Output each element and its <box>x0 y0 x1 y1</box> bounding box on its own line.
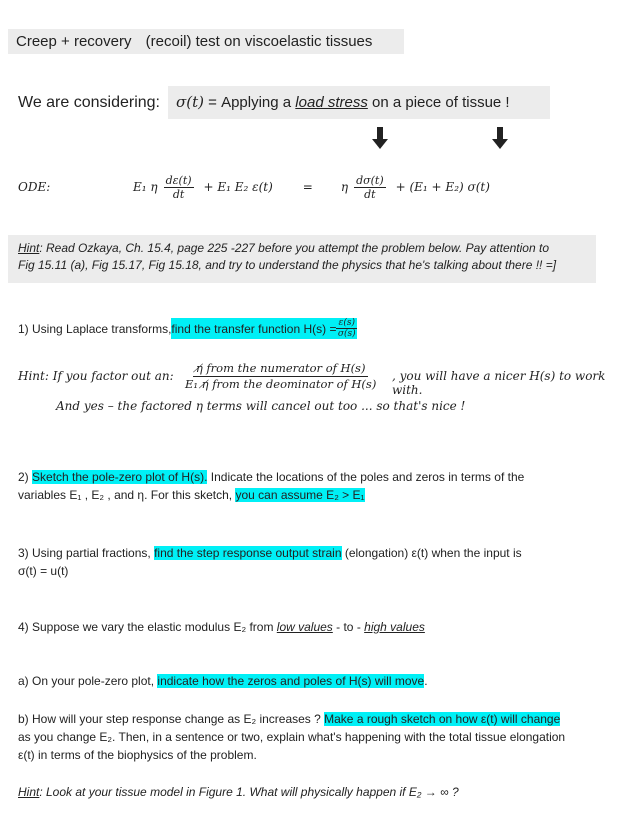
ode-rhs-coef: η <box>340 180 349 194</box>
ode-lhs-den: dt <box>172 187 185 201</box>
qb-pre: b) How will your step response change as E₂ increases ? <box>18 712 325 726</box>
q1-fraction <box>336 318 356 339</box>
q3-post: (elongation) ε(t) when the input is <box>341 546 522 560</box>
qb-highlight: Make a rough sketch on how ε(t) will change <box>324 712 561 726</box>
hint2-tail: , you will have a nicer H(s) to work with. <box>392 369 606 397</box>
hint-line2: Fig 15.11 (a), Fig 15.17, Fig 15.18, and try to understand the physics that he's talking about there !! =] <box>18 258 557 272</box>
sigma-symbol: σ(t) <box>176 93 204 111</box>
ode-label: ODE: <box>18 180 51 194</box>
considering-rest: on a piece of tissue ! <box>367 94 510 111</box>
ode-rhs-frac <box>354 174 386 201</box>
hint3 <box>18 785 459 799</box>
hint-line1: : Read Ozkaya, Ch. 15.4, page 225 -227 before you attempt the problem below. Pay attention to <box>39 241 549 255</box>
considering-box <box>168 86 550 119</box>
title-part2: (recoil) test on viscoelastic tissues <box>145 33 373 50</box>
q4-pre: 4) Suppose we vary the elastic modulus E₂ from <box>18 620 277 634</box>
considering-label: We are considering: <box>18 94 160 111</box>
q4-to: - to - <box>332 620 365 634</box>
ode-lhs-coef: E₁ η <box>133 180 158 194</box>
ode-equation <box>133 170 490 204</box>
q3-line2: σ(t) = u(t) <box>18 564 69 578</box>
qb-line3: ε(t) in terms of the biophysics of the problem. <box>18 748 257 762</box>
q2-line2a: variables E₁ , E₂ , and η. For this sketch, <box>18 488 236 502</box>
hint2-den: E₁ η̸ from the deominator of H(s) <box>185 377 377 391</box>
title-box <box>8 29 404 54</box>
q1-frac-den: σ(s) <box>337 329 356 339</box>
title-part1: Creep + recovery <box>16 33 132 50</box>
q2-pre: 2) <box>18 470 33 484</box>
q4-high: high values <box>364 620 425 634</box>
qa-pre: a) On your pole-zero plot, <box>18 674 158 688</box>
hint2-fraction <box>185 361 376 392</box>
ode-equals: = <box>302 180 313 194</box>
question-a <box>18 672 428 690</box>
hint-label: Hint <box>18 241 40 255</box>
hint3-label: Hint <box>18 785 40 799</box>
q2-mid: Indicate the locations of the poles and zeros in terms of the <box>207 470 525 484</box>
down-arrow-icon <box>372 127 388 149</box>
q2-highlight2: you can assume E₂ > E₁ <box>235 488 365 502</box>
q1-pre: 1) Using Laplace transforms, <box>18 321 172 336</box>
ode-rhs-num: dσ(t) <box>356 173 384 187</box>
q1-hl-text: find the transfer function H(s) = <box>171 321 337 336</box>
qb-line2: as you change E₂. Then, in a sentence or two, explain what's happening with the total tissue elongation <box>18 730 566 744</box>
question-4 <box>18 618 425 636</box>
question-2 <box>18 468 524 504</box>
ode-rhs-den: dt <box>364 187 376 201</box>
load-stress: load stress <box>295 94 368 111</box>
down-arrow-icon <box>492 127 508 149</box>
ode-rhs-rest: + (E₁ + E₂) σ(t) <box>395 180 490 194</box>
q3-pre: 3) Using partial fractions, <box>18 546 155 560</box>
hint2-line2: And yes – the factored η terms will cancel out too ... so that's nice ! <box>56 399 466 413</box>
hint2-label: Hint: If you factor out an: <box>18 369 174 383</box>
q1-highlight <box>171 318 357 339</box>
q1-frac-num: ε(s) <box>338 318 355 328</box>
ode-lhs-num: dε(t) <box>165 173 192 187</box>
considering-eq: = Applying a <box>203 94 296 111</box>
question-3 <box>18 544 522 580</box>
q4-low: low values <box>276 620 333 634</box>
ode-lhs-rest: + E₁ E₂ ε(t) <box>203 180 273 194</box>
qa-post: . <box>424 674 428 688</box>
hint-box <box>8 235 596 283</box>
q2-highlight1: Sketch the pole-zero plot of H(s). <box>32 470 208 484</box>
question-b <box>18 710 598 764</box>
hint3-rest: : Look at your tissue model in Figure 1. What will physically happen if E₂ → ∞ ? <box>39 785 459 799</box>
q3-highlight: find the step response output strain <box>154 546 342 560</box>
qa-highlight: indicate how the zeros and poles of H(s) will move <box>157 674 425 688</box>
question-1 <box>18 318 357 339</box>
hint2-num: η̸ from the numerator of H(s) <box>193 361 369 377</box>
ode-lhs-frac <box>164 174 194 201</box>
